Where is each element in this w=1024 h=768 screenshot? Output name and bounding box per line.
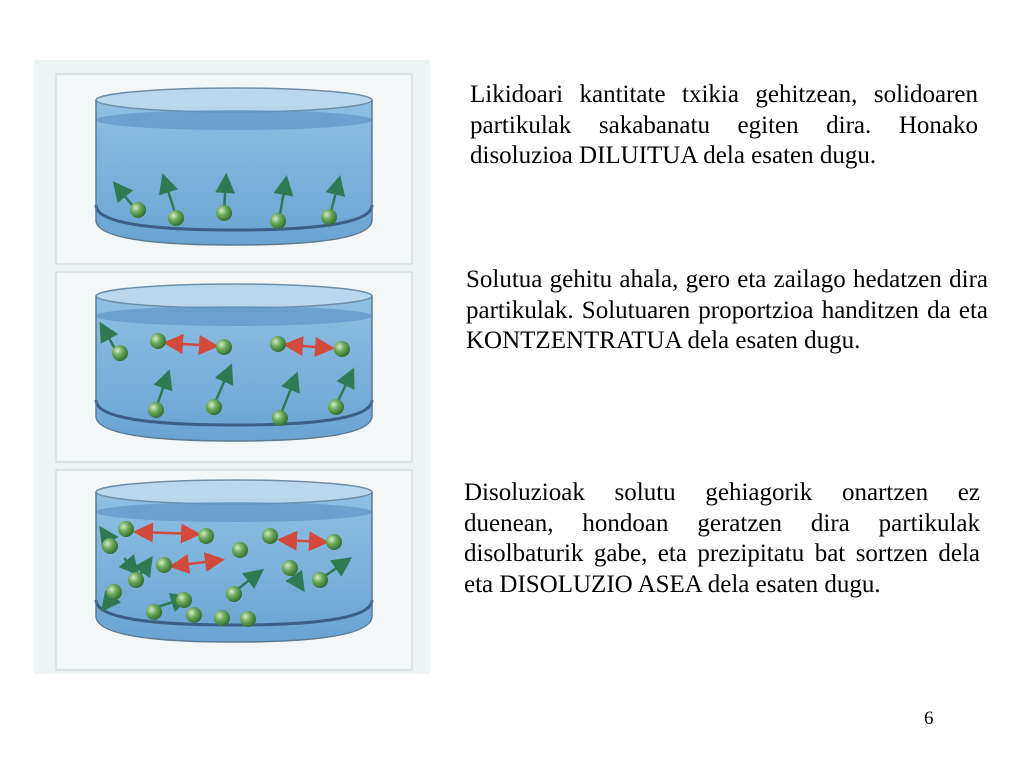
particle [272,410,288,426]
particle [321,209,337,225]
particle [270,213,286,229]
particle [282,560,298,576]
beaker-saturated [56,470,412,670]
particle [150,333,166,349]
water-surface [96,502,372,522]
beaker-rim [96,284,372,308]
particle [270,336,286,352]
particle [214,610,230,626]
particle [312,572,328,588]
slide-number: 6 [924,708,934,729]
paragraph-concentrated: Solutua gehitu ahala, gero eta zailago hedatzen dira partikulak. Solutuaren proportzioa handitzen da eta KONTZENTRATUA dela esaten dugu. [466,266,988,355]
particle [146,604,162,620]
water-surface [96,110,372,130]
particle [226,586,242,602]
particle [130,202,146,218]
paragraph-diluted: Likidoari kantitate txikia gehitzean, solidoaren partikulak sakabanatu egiten dira. Honako disoluzioa DILUITUA dela esaten dugu. [470,81,978,170]
particle [106,584,122,600]
beakers-figure [34,60,430,674]
particle [198,528,214,544]
dissolution-illustration [34,60,430,674]
particle [328,399,344,415]
particle [334,341,350,357]
beaker-rim [96,88,372,112]
particle [216,205,232,221]
particle [206,399,222,415]
beaker-rim [96,480,372,504]
particle [186,607,202,623]
particle [156,557,172,573]
particle [112,345,128,361]
particle [262,528,278,544]
beaker-concentrated [56,272,412,462]
particle [216,339,232,355]
particle [168,210,184,226]
paragraph-saturated: Disoluzioak solutu gehiagorik onartzen ez duenean, hondoan geratzen dira partikulak disolbaturik gabe, eta prezipitatu bat sortzen dela eta DISOLUZIO ASEA dela esaten dugu. [464,479,980,598]
particle [148,402,164,418]
particle [176,592,192,608]
water-surface [96,306,372,326]
particle [102,538,118,554]
particle [128,572,144,588]
particle [232,542,248,558]
particle [118,521,134,537]
particle [240,611,256,627]
beaker-diluted [56,74,412,264]
particle [326,534,342,550]
